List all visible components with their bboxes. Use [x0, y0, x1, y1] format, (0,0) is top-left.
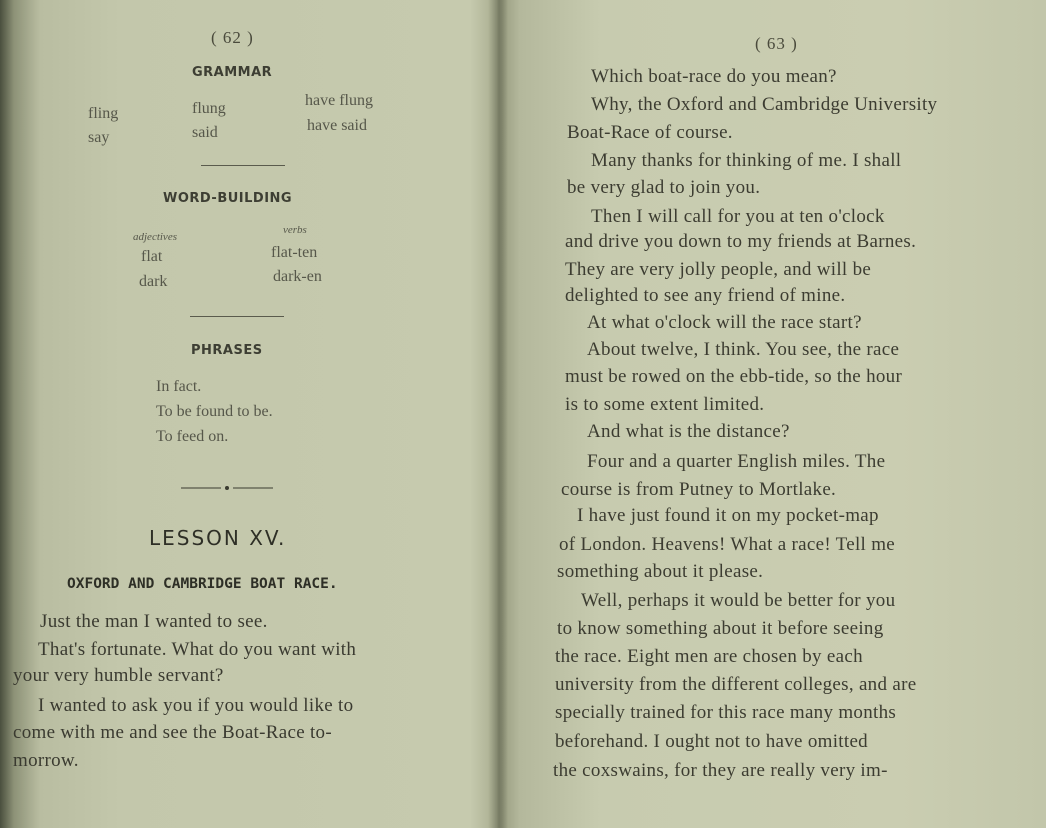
text-line: Just the man I wanted to see. — [40, 611, 268, 632]
verbs-column-label: verbs — [283, 224, 307, 236]
ornament-divider — [181, 484, 273, 492]
word-building-heading: WORD-BUILDING — [163, 191, 293, 206]
text-line: come with me and see the Boat-Race to- — [13, 722, 332, 743]
text-line: course is from Putney to Mortlake. — [561, 479, 837, 500]
text-line: About twelve, I think. You see, the race — [587, 339, 900, 360]
text-line: Many thanks for thinking of me. I shall — [591, 150, 902, 171]
text-line: must be rowed on the ebb-tide, so the hour — [565, 366, 903, 387]
adjective-word: flat — [141, 248, 163, 265]
text-line: be very glad to join you. — [567, 177, 761, 198]
grammar-past-word: said — [192, 124, 218, 141]
phrase-item: In fact. — [156, 378, 202, 395]
text-line: and drive you down to my friends at Barnes. — [565, 231, 917, 252]
phrases-heading: PHRASES — [191, 343, 263, 358]
phrase-item: To be found to be. — [156, 403, 273, 420]
verb-word: flat-ten — [271, 244, 318, 261]
text-line: something about it please. — [557, 561, 764, 582]
text-line: delighted to see any friend of mine. — [565, 285, 846, 306]
text-line: Then I will call for you at ten o'clock — [591, 206, 885, 227]
grammar-base-word: say — [88, 129, 110, 146]
left-page — [0, 0, 495, 828]
phrase-item: To feed on. — [156, 428, 229, 445]
grammar-past-word: flung — [192, 100, 226, 117]
text-line: your very humble servant? — [13, 665, 224, 686]
text-line: the race. Eight men are chosen by each — [555, 646, 863, 667]
text-line: At what o'clock will the race start? — [587, 312, 862, 333]
text-line: Well, perhaps it would be better for you — [581, 590, 896, 611]
text-line: That's fortunate. What do you want with — [38, 639, 357, 660]
text-line: Which boat-race do you mean? — [591, 66, 837, 87]
lesson-title: LESSON XV. — [149, 526, 287, 550]
lesson-subtitle: OXFORD AND CAMBRIDGE BOAT RACE. — [67, 576, 338, 592]
text-line: I have just found it on my pocket-map — [577, 505, 879, 526]
grammar-perfect-word: have flung — [305, 92, 373, 109]
text-line: I wanted to ask you if you would like to — [38, 695, 354, 716]
right-page-number: ( 63 ) — [755, 34, 798, 53]
text-line: They are very jolly people, and will be — [565, 259, 872, 280]
adjectives-column-label: adjectives — [133, 231, 177, 243]
text-line: Four and a quarter English miles. The — [587, 451, 886, 472]
text-line: morrow. — [13, 750, 79, 771]
left-page-number: ( 62 ) — [211, 28, 254, 47]
grammar-heading: GRAMMAR — [192, 65, 273, 80]
adjective-word: dark — [139, 273, 168, 290]
section-divider — [201, 165, 285, 166]
right-page — [505, 0, 1046, 828]
grammar-perfect-word: have said — [307, 117, 367, 134]
text-line: of London. Heavens! What a race! Tell me — [559, 534, 896, 555]
section-divider — [190, 316, 284, 317]
text-line: to know something about it before seeing — [557, 618, 884, 639]
text-line: is to some extent limited. — [565, 394, 765, 415]
text-line: university from the different colleges, and are — [555, 674, 917, 695]
verb-word: dark-en — [273, 268, 322, 285]
text-line: Boat-Race of course. — [567, 122, 733, 143]
text-line: the coxswains, for they are really very im- — [553, 760, 888, 781]
text-line: Why, the Oxford and Cambridge University — [591, 94, 938, 115]
grammar-base-word: fling — [88, 105, 119, 122]
text-line: And what is the distance? — [587, 421, 790, 442]
text-line: specially trained for this race many months — [555, 702, 897, 723]
text-line: beforehand. I ought not to have omitted — [555, 731, 868, 752]
